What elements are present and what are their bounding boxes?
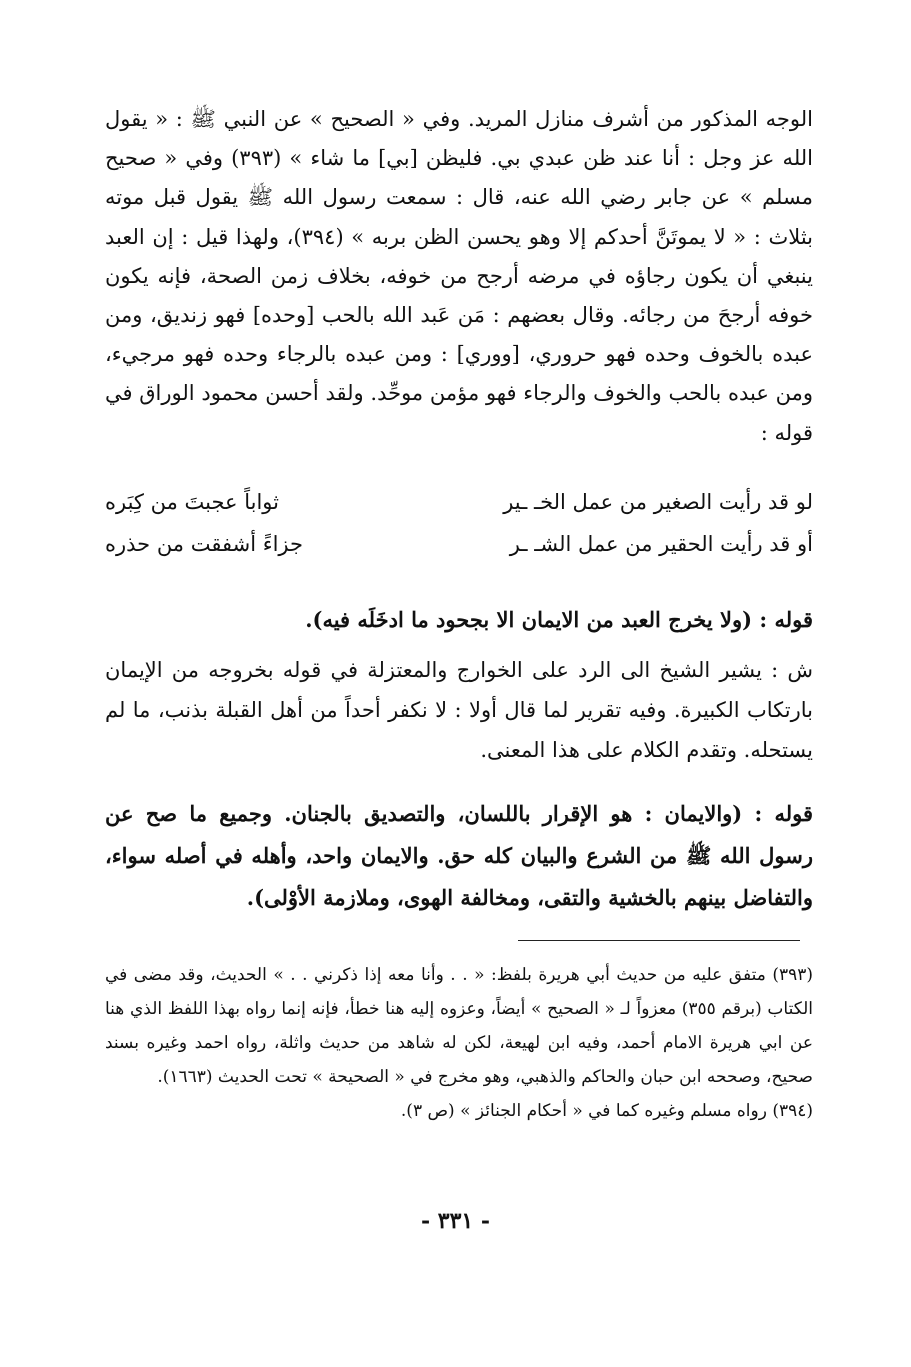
page-number: - ٣٣١ - xyxy=(420,1208,491,1234)
matn-quote-2 xyxy=(105,793,813,919)
poem-verse xyxy=(105,532,813,574)
commentary-label: ش : xyxy=(771,658,813,682)
footnotes xyxy=(105,958,813,1128)
quote-label: قوله : xyxy=(754,801,814,826)
body-paragraph: الوجه المذكور من أشرف منازل المريد. وفي « الصحيح » عن النبي ﷺ : « يقول الله عز وجل : أنا عند ظن عبدي بي. فليظن [بي] ما شاء » (٣٩٣) وفي « صحيح مسلم » عن جابر رضي الله عنه، قال : سمعت رسول الله ﷺ يقول قبل موته بثلاث : « لا يموتَنَّ أحدكم إلا وهو يحسن الظن بربه » (٣٩٤)، ولهذا قيل : إن العبد ينبغي أن يكون رجاؤه في مرضه أرجح من خوفه، بخلاف زمن الصحة، فإنه يكون خوفه أرجحَ من رجائه. وقال بعضهم : مَن عَبد الله بالحب [وحده] فهو زنديق، ومن عبده بالخوف وحده فهو حروري، [ووري] : ومن عبده بالرجاء وحده فهو مرجيء، ومن عبده بالحب والخوف والرجاء فهو مؤمن موحِّد. ولقد أحسن محمود الوراق في قوله : xyxy=(105,107,813,445)
commentary-paragraph xyxy=(105,650,813,770)
verse-first-hemistich: لو قد رأيت الصغير من عمل الخـ ـير xyxy=(503,490,813,514)
verse-first-hemistich: أو قد رأيت الحقير من عمل الشـ ـر xyxy=(509,532,813,556)
main-text xyxy=(105,100,813,453)
footnote: (٣٩٣) متفق عليه من حديث أبي هريرة بلفظ: « . . وأنا معه إذا ذكرني . . » الحديث، وقد مضى في الكتاب (برقم ٣٥٥) معزواً لـ « الصحيح » أيضاً، وعزوه إليه هنا خطأ، فإنه إنما رواه بهذا اللفظ الذي هنا عن ابي هريرة الامام أحمد، وفيه ابن لهيعة، لكن له شاهد من حديث واثلة، رواه احمد وغيره بسند صحيح، وصححه ابن حبان والحاكم والذهبي، وهو مخرج في « الصحيحة » تحت الحديث (١٦٦٣). xyxy=(105,965,813,1087)
quote-label: قوله : xyxy=(759,607,813,632)
commentary-text: يشير الشيخ الى الرد على الخوارج والمعتزلة في قوله بخروجه من الإيمان بارتكاب الكبيرة. وفيه تقرير لما قال أولا : لا نكفر أحداً من أهل القبلة بذنب، ما لم يستحله. وتقدم الكلام على هذا المعنى. xyxy=(105,658,813,762)
verse-second-hemistich: ثواباً عجبتَ من كِبَره xyxy=(105,490,279,514)
quote-text: (ولا يخرج العبد من الايمان الا بجحود ما ادخَلَه فيه). xyxy=(305,607,753,632)
poem xyxy=(105,490,813,574)
footnote: (٣٩٤) رواه مسلم وغيره كما في « أحكام الجنائز » (ص ٣). xyxy=(400,1101,813,1121)
quote-text: (والايمان : هو الإقرار باللسان، والتصديق بالجنان. وجميع ما صح عن رسول الله ﷺ من الشرع والبيان كله حق. والايمان واحد، وأهله في أصله سواء، والتفاضل بينهم بالخشية والتقى، ومخالفة الهوى، وملازمة الأوْلى). xyxy=(105,801,813,910)
footnote-separator xyxy=(518,940,800,941)
poem-verse xyxy=(105,490,813,532)
matn-quote-1 xyxy=(105,600,813,640)
verse-second-hemistich: جزاءً أشفقت من حذره xyxy=(105,532,303,556)
